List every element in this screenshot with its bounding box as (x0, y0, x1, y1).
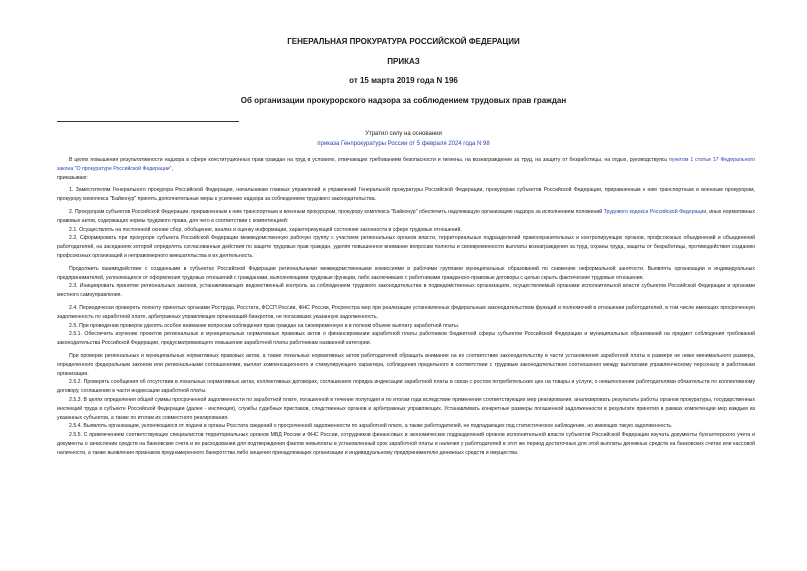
status-label: Утратил силу на основании (365, 131, 442, 137)
paragraph-2-5-1: 2.5.1. Обеспечить изучение проектов региональных и муниципальных нормативных правовых актов о финансировании заработной платы работников бюджетной сферы субъектов Российской Федерации и муниципальных образований на предмет соблюдения требований законодательства Российской Федерации, предусматривающего повышение заработной платы работникам названной категории. (57, 331, 755, 347)
paragraph-1: 1. Заместителям Генерального прокурора Российской Федерации, начальникам главных управлений и управлений Генеральной прокуратуры Российской Федерации, прокурорам субъектов Российской Федерации, приравненным к ним транспортным и военным прокурорам, прокурору комплекса "Байконур" принять дополнительные меры к усилению надзора за соблюдением трудового законодательства. (57, 187, 755, 203)
separator-line (57, 121, 239, 122)
paragraph-2-5-2: 2.5.2. Проверять сообщения об отсутствии в локальных нормативных актах, коллективных договорах, соглашениях порядка индексации заработной платы в связи с ростом потребительских цен на товары и услуги, о невыполнении работодателями обязательств по коллективному договору, соглашению в части индексации заработной платы. (57, 379, 755, 395)
document-type: ПРИКАЗ (387, 57, 420, 66)
labor-code-link[interactable]: Трудового кодекса Российской Федерации (603, 208, 707, 215)
status-link[interactable]: приказа Генпрокуратуры России от 5 февраля 2024 года N 98 (317, 141, 490, 147)
paragraph-2-5-5: 2.5.5. С привлечением соответствующих специалистов территориальных органов МВД России и ФНС России, сотрудников финансовых и экономических подразделений органов исполнительной власти субъектов Российской Федерации изучать документы бухгалтерского учета и документы о зачислении средств на банковские счета и их расходовании для подтверждения фактов невыплаты в установленный срок заработной платы и наличия у работодателей в этот же период достаточных для этой выплаты денежных средств на банковских счетах или кассовой наличности, а также выявления признаков преднамеренного банкротства либо хищения принадлежащих организации и индивидуальному предпринимателю денежных средств и имущества. (57, 432, 755, 456)
paragraph-2-1: 2.1. Осуществлять на постоянной основе сбор, обобщение, анализ и оценку информации, характеризующей состояние законности в сфере трудовых отношений. (69, 226, 462, 233)
document-date-number: от 15 марта 2019 года N 196 (349, 76, 458, 85)
paragraph-preamble (57, 156, 755, 174)
agency-name: ГЕНЕРАЛЬНАЯ ПРОКУРАТУРА РОССИЙСКОЙ ФЕДЕРАЦИИ (287, 37, 520, 46)
paragraph-2 (57, 208, 755, 226)
paragraph-2-4: 2.4. Периодически проверять полноту принятых органами Роструда, Росстата, ФССП России, ФНС России, Росреестра мер при реализации установленных федеральным законодательством функций и полномочий в отношении работодателей, в том числе имеющих просроченную задолженность по заработной плате, арбитражных управляющих организаций-банкротов, не погасивших указанную задолженность. (57, 304, 755, 320)
document-body (57, 156, 755, 458)
document-title: Об организации прокурорского надзора за соблюдением трудовых прав граждан (240, 96, 567, 105)
law-link[interactable]: пунктом 1 статьи 17 Федерального закона "О прокуратуре Российской Федерации" (57, 157, 756, 172)
paragraph-2-5-3: 2.5.3. В целях определения общей суммы просроченной задолженности по заработной плате, погашенной в течение полугодия и по итогам года вследствие применения соответствующих мер реагирования, анализировать результаты работы органов прокуратуры, государственных инспекций труда в субъекте Российской Федерации (далее - инспекция), службы судебных приставов, следственных органов и арбитражных управляющих. Устанавливать конкретные размеры погашенной задолженности в результате принятия в рамках компетенции мер каждым из указанных субъектов, а также по итогам их совместного реагирования. (57, 396, 755, 421)
paragraph-2-5: 2.5. При проведении проверок уделять особое внимание вопросам соблюдения прав граждан на своевременную и в полном объеме выплату заработной платы. (69, 322, 460, 329)
paragraph-2-2-cont: Продолжить взаимодействие с созданными в субъектах Российской Федерации региональными межведомственными комиссиями и рабочими группами муниципальных образований по снижению неформальной занятости. Выявлять организации и индивидуальных предпринимателей, уклоняющихся от оформления трудовых отношений с гражданами, выполняющими трудовые функции, либо заключивших с работниками гражданско-правовые договоры с целью скрыть фактические трудовые отношения. (57, 265, 755, 281)
paragraph-text: В целях повышения результативности надзора в сфере конституционных прав граждан на труд в условиях, отвечающих требованиям безопасности и гигиены, на вознаграждение за труд, на защиту от безработицы, на отдых, руководствуясь (69, 157, 670, 163)
paragraph-text: , иных нормативных правовых актов, содержащих нормы трудового права, для чего в соответствии с компетенцией: (57, 208, 755, 224)
paragraph-2-5-1-cont: При проверке региональных и муниципальных нормативных правовых актов, а также локальных нормативных актов работодателей обращать внимание на их соответствие законодательству в части установления заработной платы в размере не ниже минимального размера, определенного федеральным законом или региональными соглашениями, выплат компенсационного и стимулирующего характера, соблюдения предельного в соответствии с трудовым законодательством соотношения между выплатами управленческому персоналу и работникам организации. (57, 352, 755, 377)
paragraph-2-2: 2.2. Сформировать при прокуроре субъекта Российской Федерации межведомственную рабочую группу с участием региональных органов власти, территориальных подразделений правоохранительных и контролирующих органов, профсоюзных объединений и объединений работодателей, на заседаниях которой определять согласованные действия по защите трудовых прав граждан, уделяя повышенное внимание вопросам полноты и своевременности выплаты вознаграждения за труд, охраны труда, защиты от безработицы, противодействия созданию профсоюзных организаций и неправомерного вмешательства в их деятельность. (57, 235, 755, 259)
paragraph-2-3: 2.3. Инициировать принятие региональных законов, устанавливающих ведомственный контроль за соблюдением трудового законодательства в подведомственных организациях, осуществляемый органами исполнительной власти субъектов Российской Федерации и органами местного самоуправления. (57, 283, 755, 299)
paragraph-text: , (171, 165, 173, 172)
paragraph-2-5-4: 2.5.4. Выявлять организации, уклоняющиеся от подачи в органы Росстата сведений о просроченной задолженности по заработной плате, а также работодателей, не подпадающих под статистическое наблюдение, но имеющих такую задолженность. (69, 423, 673, 430)
paragraph-text: 2. Прокурорам субъектов Российской Федерации, приравненным к ним транспортным и военным прокурорам, прокурору комплекса "Байконур" обеспечить надлежащую организацию надзора за исполнением положений (69, 208, 604, 215)
paragraph-order: приказываю: (57, 174, 88, 181)
